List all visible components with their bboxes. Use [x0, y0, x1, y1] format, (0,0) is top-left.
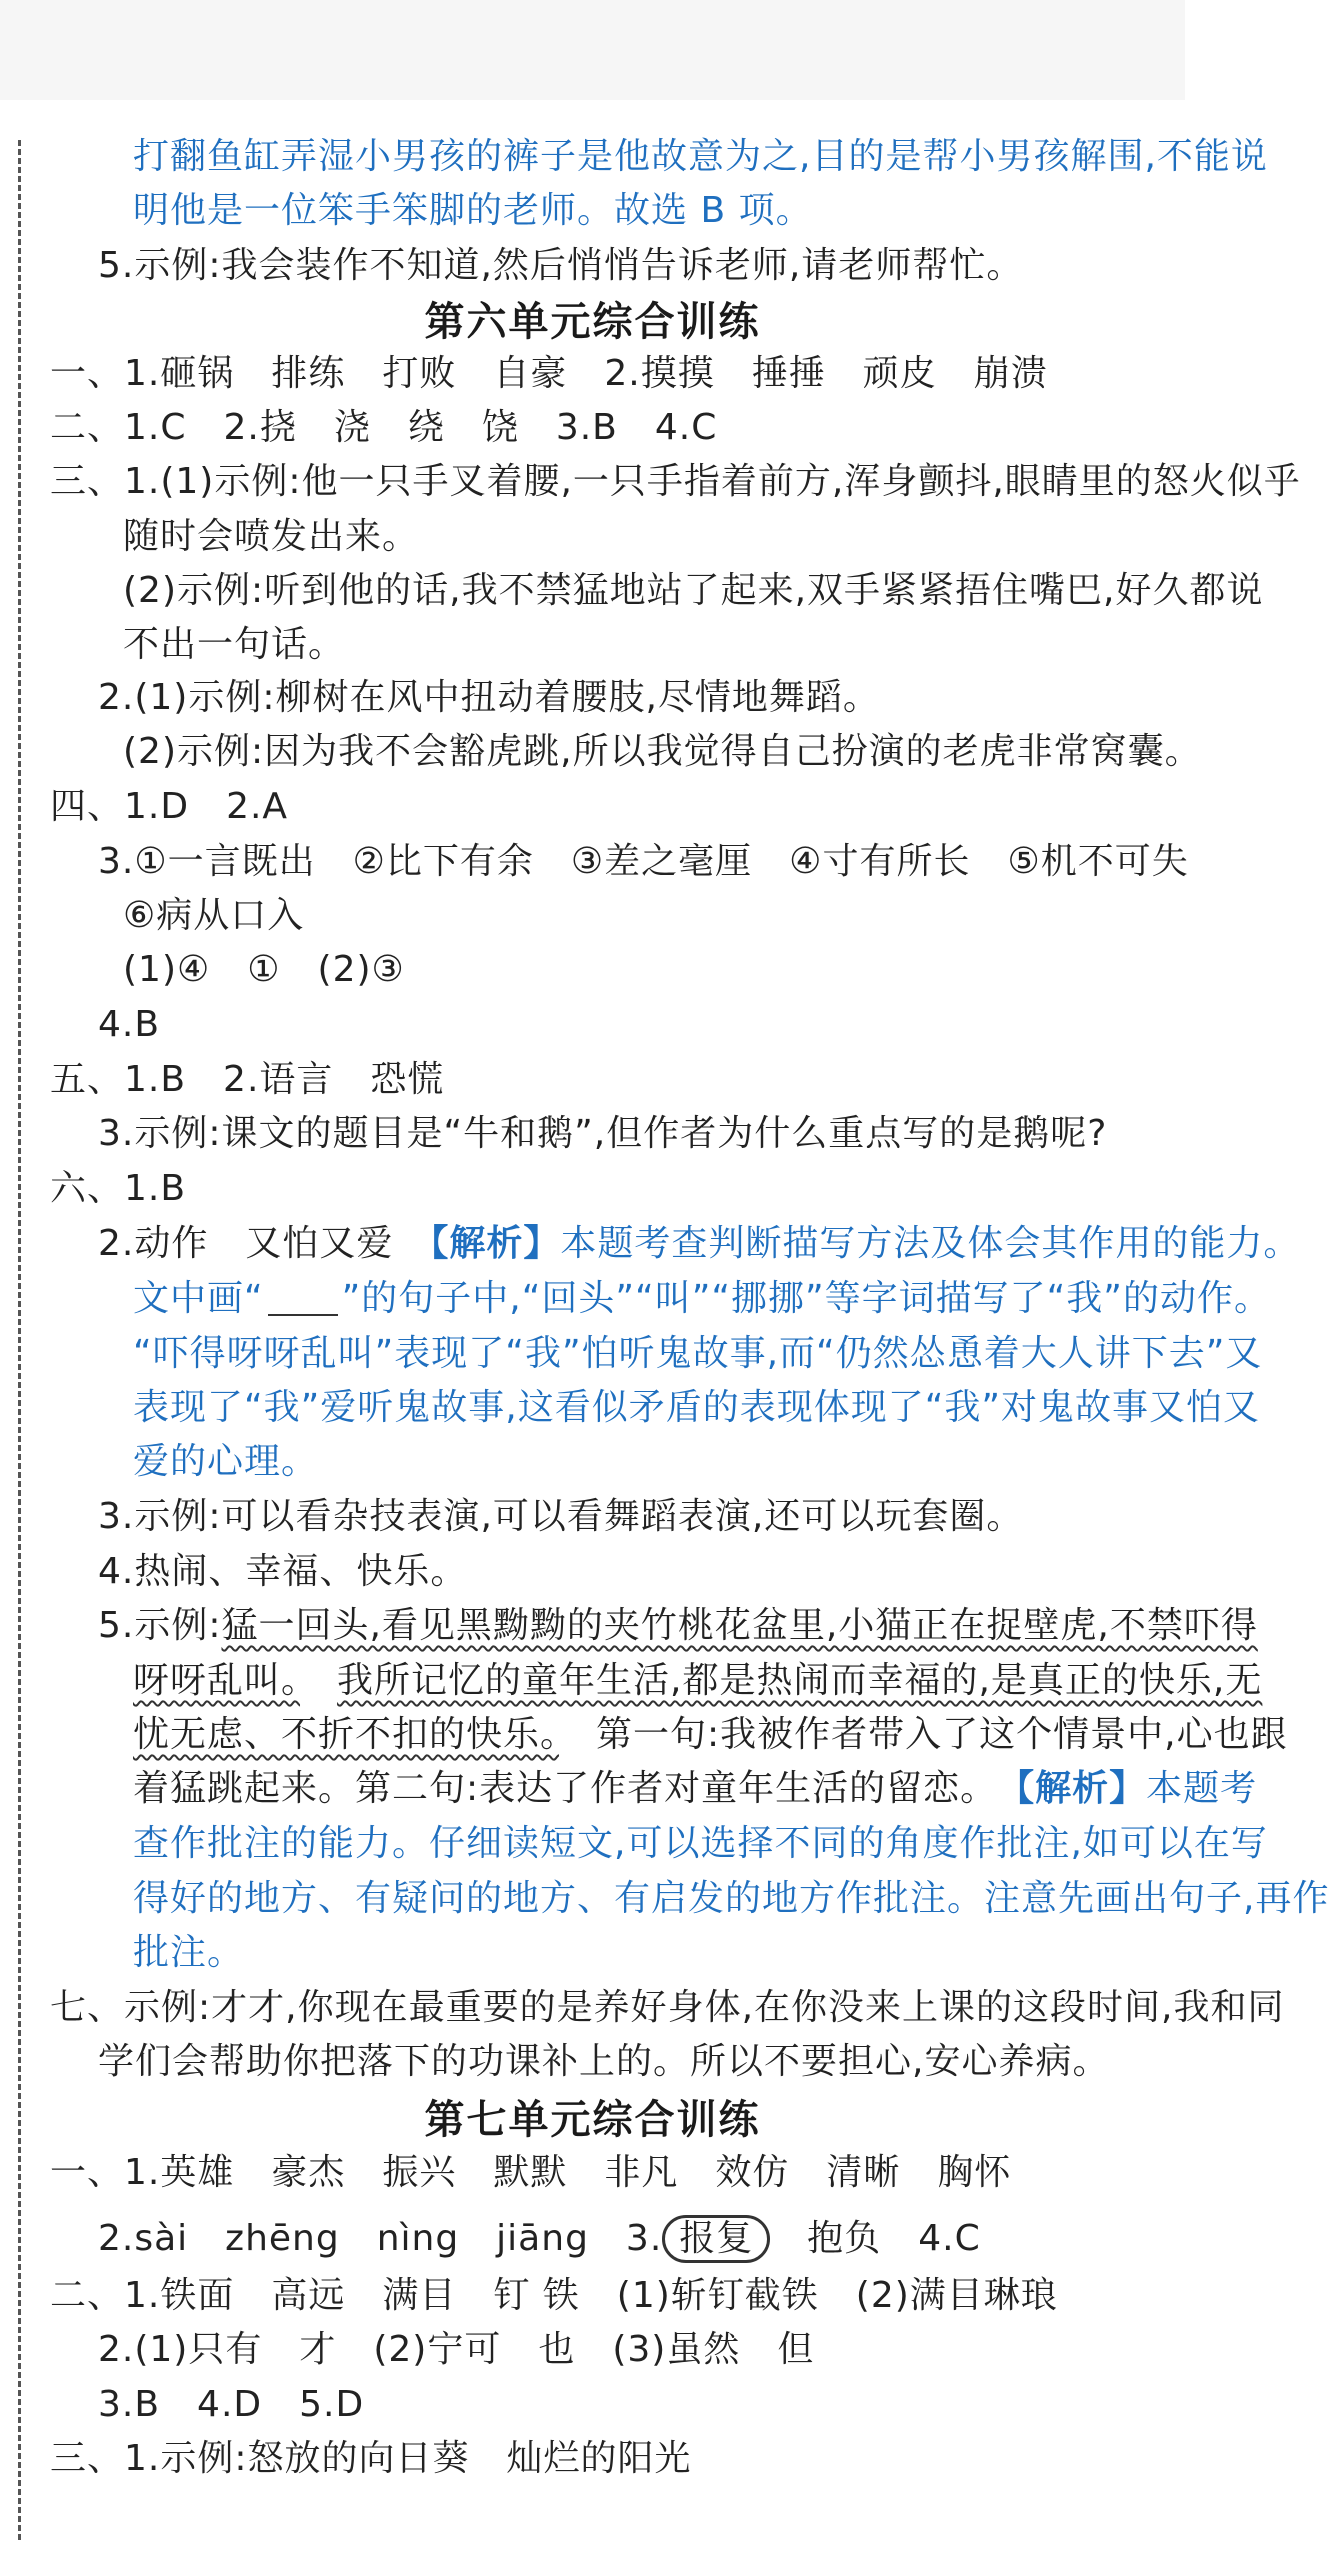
- answer-line: 明他是一位笨手笨脚的老师。故选 B 项。: [133, 190, 813, 231]
- analysis-line: [133, 1274, 1271, 1324]
- analysis-line: 表现了“我”爱听鬼故事,这看似矛盾的表现体现了“我”对鬼故事又怕又: [133, 1387, 1261, 1428]
- answer-line: 5.示例:我会装作不知道,然后悄悄告诉老师,请老师帮忙。: [98, 245, 1024, 286]
- answer-line: 三、1.示例:怒放的向日葵 灿烂的阳光: [50, 2438, 692, 2479]
- answer-text: 抱负 4.C: [770, 2218, 981, 2259]
- answer-line: 三、1.(1)示例:他一只手叉着腰,一只手指着前方,浑身颤抖,眼睛里的怒火似乎: [50, 461, 1301, 502]
- answer-line: 3.示例:课文的题目是“牛和鹅”,但作者为什么重点写的是鹅呢?: [98, 1113, 1108, 1154]
- answer-line: (2)示例:因为我不会豁虎跳,所以我觉得自己扮演的老虎非常窝囊。: [123, 731, 1202, 772]
- analysis-text: 文中画“: [133, 1278, 264, 1319]
- answer-line: 4.B: [98, 1004, 161, 1045]
- analysis-line: 得好的地方、有疑问的地方、有启发的地方作批注。注意先画出句子,再作: [133, 1878, 1329, 1919]
- answer-line: [133, 1710, 1288, 1760]
- answer-line: [98, 2214, 981, 2264]
- answer-text: 2.动作 又怕又爱: [98, 1223, 431, 1264]
- answer-line: 六、1.B: [50, 1168, 187, 1209]
- answer-text: 第一句:我被作者带入了这个情景中,心也跟: [559, 1714, 1288, 1755]
- answer-line: 不出一句话。: [123, 624, 346, 665]
- analysis-text: ”的句子中,“回头”“叫”“挪挪”等字词描写了“我”的动作。: [341, 1278, 1271, 1319]
- answer-line: 四、1.D 2.A: [50, 786, 289, 827]
- analysis-tag: 【解析】: [430, 1223, 561, 1264]
- section-title-unit-6: 第六单元综合训练: [424, 299, 761, 345]
- answer-line: [133, 1764, 1257, 1814]
- analysis-text: 本题考: [1146, 1768, 1258, 1809]
- answer-text: 着猛跳起来。第二句:表达了作者对童年生活的留恋。: [133, 1768, 1017, 1809]
- analysis-tag: 【解析】: [1016, 1768, 1147, 1809]
- blank-underline: [268, 1284, 338, 1316]
- wavy-underlined-sentence: 猛一回头,看见黑黝黝的夹竹桃花盆里,小猫正在捉壁虎,不禁吓得: [221, 1605, 1258, 1646]
- answer-line: 随时会喷发出来。: [123, 516, 420, 557]
- answer-line: [98, 1601, 1258, 1651]
- answer-line: 3.示例:可以看杂技表演,可以看舞蹈表演,还可以玩套圈。: [98, 1496, 1024, 1537]
- analysis-line: 爱的心理。: [133, 1441, 319, 1482]
- answer-line: 二、1.铁面 高远 满目 钉 铁 (1)斩钉截铁 (2)满目琳琅: [50, 2275, 1058, 2316]
- answer-text: 2.sài zhēng nìng jiāng 3.: [98, 2218, 663, 2259]
- answer-line: 打翻鱼缸弄湿小男孩的裤子是他故意为之,目的是帮小男孩解围,不能说: [133, 136, 1268, 177]
- answer-line: 七、示例:才才,你现在最重要的是养好身体,在你没来上课的这段时间,我和同: [50, 1987, 1285, 2028]
- analysis-text: 本题考查判断描写方法及体会其作用的能力。: [560, 1223, 1301, 1264]
- answer-line: 4.热闹、幸福、快乐。: [98, 1551, 468, 1592]
- answer-line: (2)示例:听到他的话,我不禁猛地站了起来,双手紧紧捂住嘴巴,好久都说: [123, 570, 1264, 611]
- answer-line: [133, 1656, 1262, 1706]
- binding-dashed-line: [18, 140, 21, 2540]
- answer-line: 2.(1)示例:柳树在风中扭动着腰肢,尽情地舞蹈。: [98, 677, 880, 718]
- wavy-underlined-sentence: 忧无虑、不折不扣的快乐。: [133, 1714, 560, 1755]
- answer-line: (1)④ ① (2)③: [123, 949, 405, 990]
- answer-line: 五、1.B 2.语言 恐慌: [50, 1059, 445, 1100]
- page-top-margin: [0, 0, 1185, 100]
- answer-line: 一、1.砸锅 排练 打败 自豪 2.摸摸 捶捶 顽皮 崩溃: [50, 353, 1048, 394]
- circled-answer: 报复: [662, 2215, 770, 2263]
- answer-line: 二、1.C 2.挠 浇 绕 饶 3.B 4.C: [50, 407, 718, 448]
- analysis-line: “吓得呀呀乱叫”表现了“我”怕听鬼故事,而“仍然怂恿着大人讲下去”又: [133, 1333, 1263, 1374]
- answer-line: 一、1.英雄 豪杰 振兴 默默 非凡 效仿 清晰 胸怀: [50, 2152, 1012, 2193]
- analysis-line: 批注。: [133, 1932, 245, 1973]
- answer-line: ⑥病从口入: [123, 895, 305, 936]
- answer-line: 3.B 4.D 5.D: [98, 2384, 365, 2425]
- answer-line: 3.①一言既出 ②比下有余 ③差之毫厘 ④寸有所长 ⑤机不可失: [98, 841, 1189, 882]
- answer-line: 2.(1)只有 才 (2)宁可 也 (3)虽然 但: [98, 2329, 815, 2370]
- answer-text: 5.示例:: [98, 1605, 222, 1646]
- section-title-unit-7: 第七单元综合训练: [424, 2097, 761, 2143]
- answer-line: 学们会帮助你把落下的功课补上的。所以不要担心,安心养病。: [98, 2041, 1110, 2082]
- answer-line: [98, 1219, 1300, 1269]
- analysis-line: 查作批注的能力。仔细读短文,可以选择不同的角度作批注,如可以在写: [133, 1823, 1268, 1864]
- wavy-underlined-sentence: 我所记忆的童年生活,都是热闹而幸福的,是真正的快乐,无: [337, 1660, 1263, 1701]
- wavy-underlined-sentence: 呀呀乱叫。: [133, 1660, 301, 1701]
